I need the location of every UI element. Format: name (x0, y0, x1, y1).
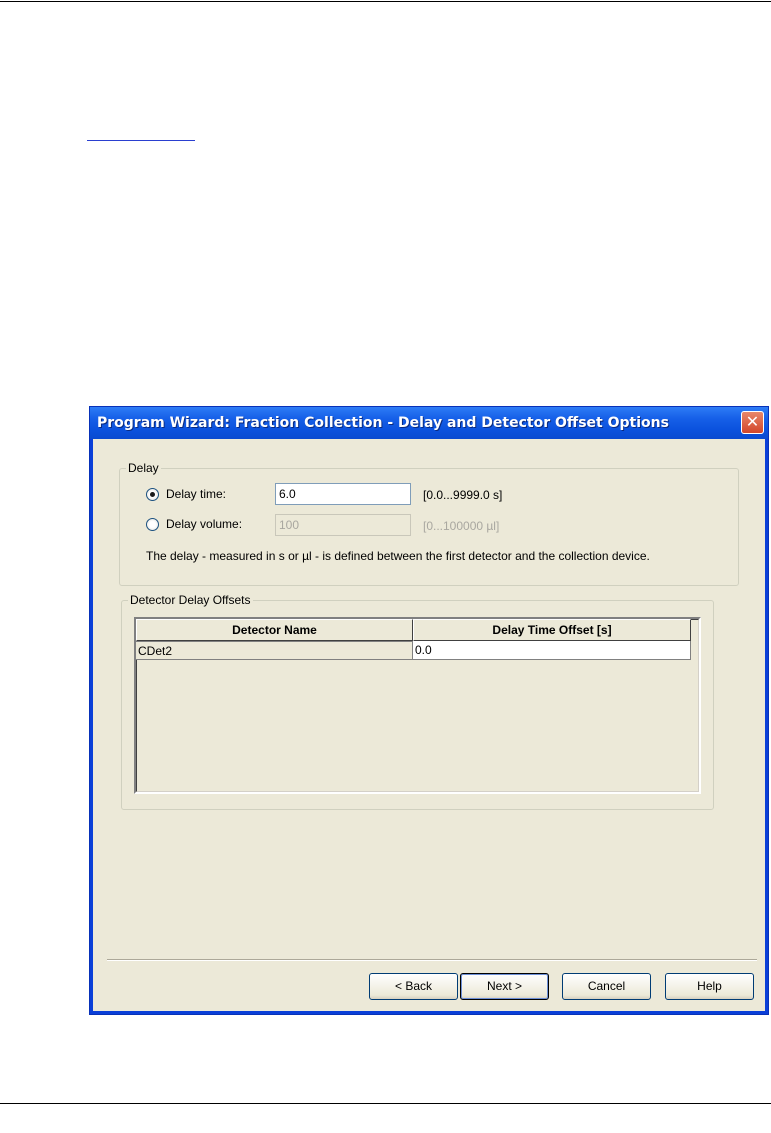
delay-group (119, 461, 739, 586)
delay-group-title: Delay (128, 461, 159, 475)
page-top-rule (0, 1, 771, 2)
delay-description: The delay - measured in s or µl - is defined between the first detector and the collection device. (146, 549, 650, 563)
delay-volume-radio[interactable] (146, 518, 159, 531)
page-bottom-rule (0, 1103, 771, 1104)
close-icon: ✕ (745, 412, 760, 431)
table-row-detector-cell[interactable]: CDet2 (136, 641, 413, 660)
cancel-button[interactable]: Cancel (562, 973, 651, 1000)
wizard-dialog (89, 406, 769, 1015)
detector-offsets-grid (134, 617, 701, 794)
column-header-detector-name[interactable]: Detector Name (136, 619, 413, 641)
delay-time-radio[interactable] (146, 488, 159, 501)
next-button[interactable]: Next > (460, 973, 549, 1000)
dialog-titlebar[interactable] (90, 407, 768, 439)
dialog-client-area (93, 439, 765, 1011)
help-button[interactable]: Help (665, 973, 754, 1000)
dialog-title: Program Wizard: Fraction Collection - Delay and Detector Offset Options (97, 415, 669, 431)
detector-offsets-group-title: Detector Delay Offsets (130, 593, 251, 607)
delay-time-option[interactable] (146, 486, 226, 502)
delay-volume-input[interactable]: 100 (275, 514, 411, 536)
document-link-underline (87, 140, 195, 141)
delay-volume-label: Delay volume: (166, 517, 243, 531)
delay-time-input[interactable]: 6.0 (275, 483, 411, 505)
close-button[interactable] (741, 411, 764, 434)
column-header-delay-offset[interactable]: Delay Time Offset [s] (413, 619, 691, 641)
delay-time-range: [0.0...9999.0 s] (423, 488, 503, 502)
delay-time-label: Delay time: (166, 487, 227, 501)
back-button[interactable]: < Back (369, 973, 458, 1000)
delay-volume-range: [0...100000 µl] (423, 519, 500, 533)
button-separator (107, 959, 757, 961)
table-row-offset-cell[interactable]: 0.0 (413, 641, 691, 660)
delay-volume-option[interactable] (146, 516, 242, 532)
